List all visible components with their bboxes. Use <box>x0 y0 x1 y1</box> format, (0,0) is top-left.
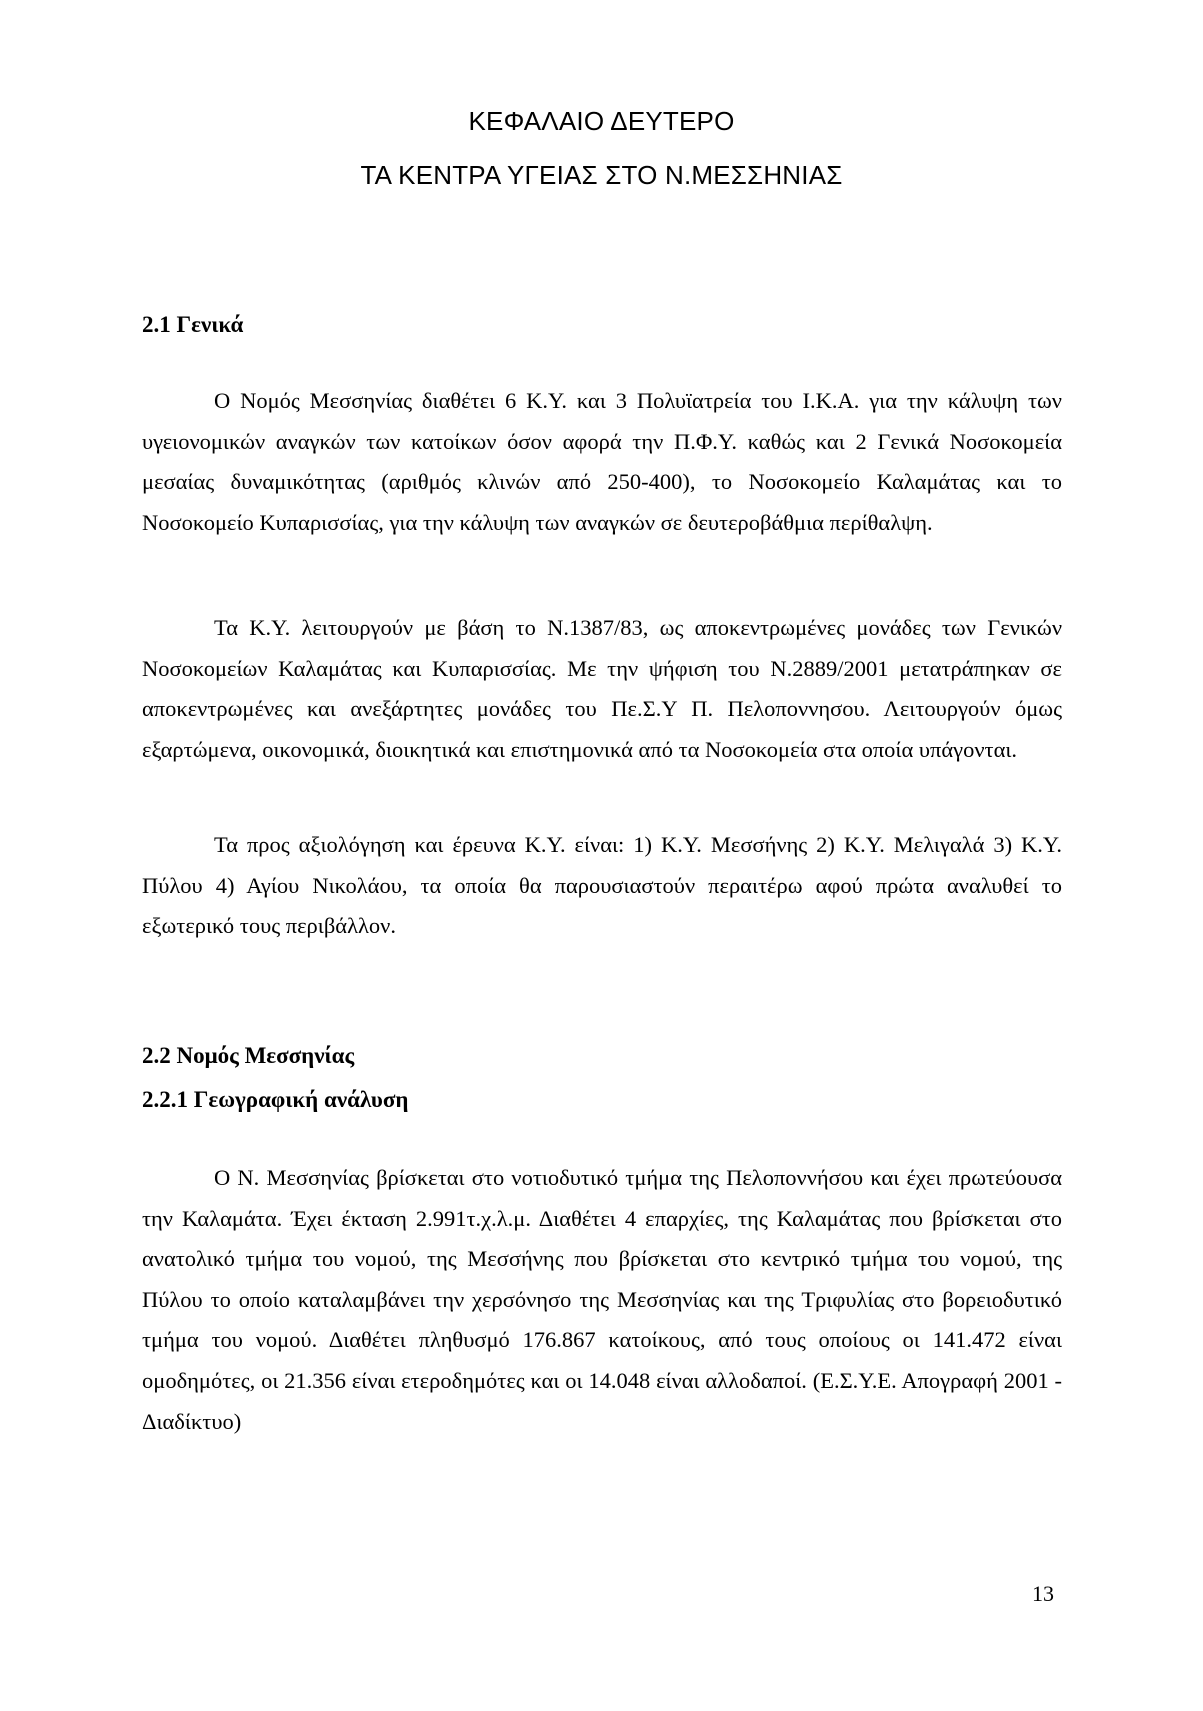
section-2-1-heading: 2.1 Γενικά <box>142 312 244 337</box>
section-2-1-paragraph-3: Τα προς αξιολόγηση και έρευνα Κ.Υ. είναι: 1) Κ.Υ. Μεσσήνης 2) Κ.Υ. Μελιγαλά 3) Κ.Υ. Πύλου 4) Αγίου Νικολάου, τα οποία θα παρουσιαστούν περαιτέρω αφού πρώτα αναλυθεί το εξωτερικό τους περιβάλλον. <box>142 832 1062 939</box>
chapter-label: ΚΕΦΑΛΑΙΟ ΔΕΥΤΕΡΟ <box>468 106 735 136</box>
section-2-1-paragraph-2: Τα Κ.Υ. λειτουργούν με βάση το Ν.1387/83, ως αποκεντρωμένες μονάδες των Γενικών Νοσοκομείων Καλαμάτας και Κυπαρισσίας. Με την ψήφιση του Ν.2889/2001 μετατράπηκαν σε αποκεντρωμένες και ανεξάρτητες μονάδες του Πε.Σ.Υ Π. Πελοποννησου. Λειτουργούν όμως εξαρτώμενα, οικονομικά, διοικητικά και επιστημονικά από τα Νοσοκομεία στα οποία υπάγονται. <box>142 615 1062 762</box>
page-number: 13 <box>1032 1581 1054 1606</box>
section-2-2-1-paragraph-1: Ο Ν. Μεσσηνίας βρίσκεται στο νοτιοδυτικό τμήμα της Πελοποννήσου και έχει πρωτεύουσα την Καλαμάτα. Έχει έκταση 2.991τ.χ.λ.μ. Διαθέτει 4 επαρχίες, της Καλαμάτας που βρίσκεται στο ανατολικό τμήμα του νομού, της Μεσσήνης που βρίσκεται στο κεντρικό τμήμα του νομού, της Πύλου το οποίο καταλαμβάνει την χερσόνησο της Μεσσηνίας και της Τριφυλίας στο βορειοδυτικό τμήμα του νομού. Διαθέτει πληθυσμό 176.867 κατοίκους, από τους οποίους οι 141.472 είναι ομοδημότες, οι 21.356 είναι ετεροδημότες και οι 14.048 είναι αλλοδαποί. (Ε.Σ.Υ.Ε. Απογραφή 2001 - Διαδίκτυο) <box>142 1165 1062 1434</box>
chapter-title: ΤΑ ΚΕΝΤΡΑ ΥΓΕΙΑΣ ΣΤΟ Ν.ΜΕΣΣΗΝΙΑΣ <box>360 160 843 190</box>
section-2-2-1-subheading: 2.2.1 Γεωγραφική ανάλυση <box>142 1087 409 1112</box>
section-2-2-heading: 2.2 Νομός Μεσσηνίας <box>142 1043 355 1068</box>
section-2-1-paragraph-1: Ο Νομός Μεσσηνίας διαθέτει 6 Κ.Υ. και 3 Πολυϊατρεία του Ι.Κ.Α. για την κάλυψη των υγειονομικών αναγκών των κατοίκων όσον αφορά την Π.Φ.Υ. καθώς και 2 Γενικά Νοσοκομεία μεσαίας δυναμικότητας (αριθμός κλινών από 250-400), το Νοσοκομείο Καλαμάτας και το Νοσοκομείο Κυπαρισσίας, για την κάλυψη των αναγκών σε δευτεροβάθμια περίθαλψη. <box>142 388 1062 535</box>
